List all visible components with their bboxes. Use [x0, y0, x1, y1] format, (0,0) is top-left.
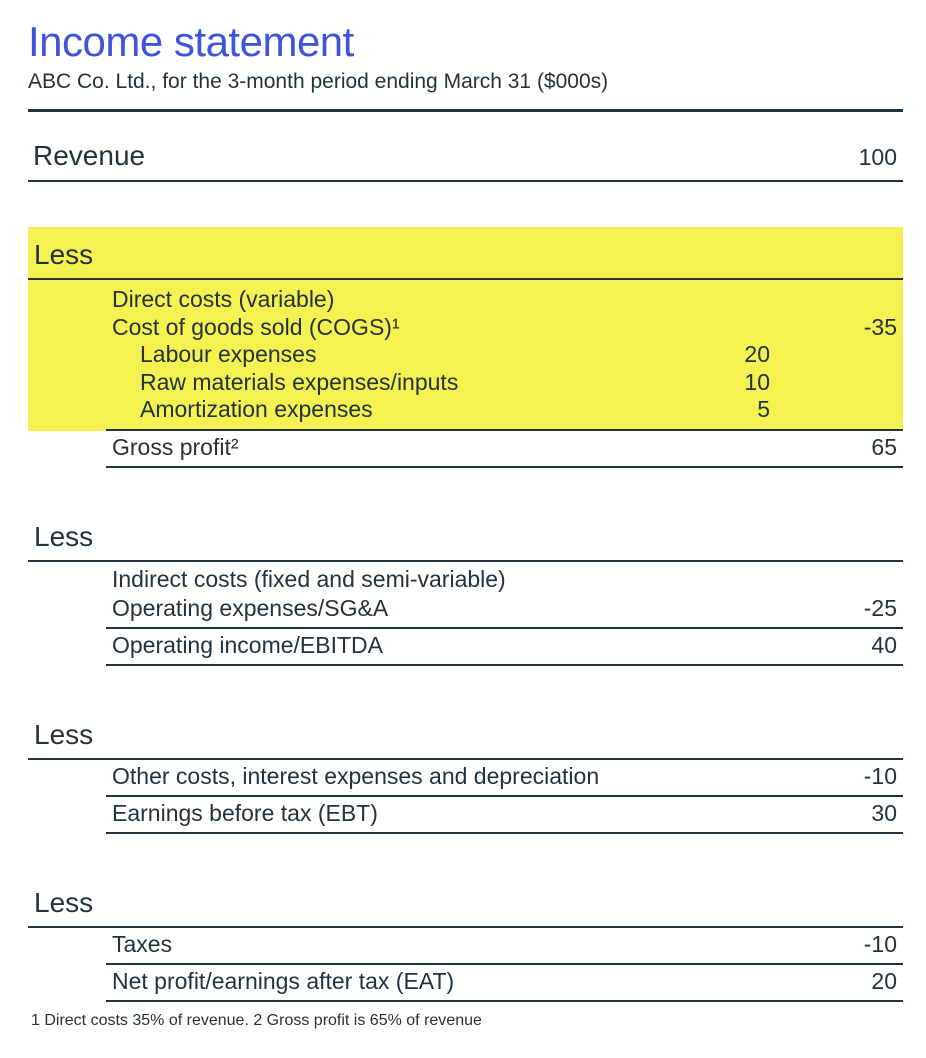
row-mid-value: 20: [744, 341, 770, 367]
indirect-costs-rows: [106, 562, 903, 666]
gross-profit-block: [106, 431, 903, 468]
subtotal-value: 65: [871, 433, 897, 460]
table-row: [28, 369, 903, 397]
table-row: [28, 314, 903, 342]
revenue-row: [28, 112, 903, 182]
row-label: Direct costs (variable): [112, 286, 335, 312]
section-taxes: [28, 884, 903, 1002]
table-row: [106, 592, 903, 629]
subtotal-label: Earnings before tax (EBT): [112, 799, 378, 826]
document-content: [28, 0, 903, 1002]
table-row: [28, 341, 903, 369]
subtotal-row: [106, 965, 903, 1002]
table-row: [28, 396, 903, 424]
page-title: Income statement: [28, 18, 354, 65]
row-mid-value: 10: [744, 368, 770, 395]
subtotal-value: 30: [871, 799, 897, 826]
row-value: -25: [863, 594, 897, 621]
section-other-costs: [28, 716, 903, 834]
row-value: -10: [863, 762, 897, 789]
row-label: Labour expenses: [140, 341, 317, 367]
row-value: -10: [863, 930, 897, 957]
less-header-1: Less: [28, 227, 903, 280]
subtotal-row: [106, 431, 903, 468]
taxes-rows: [106, 928, 903, 1002]
row-label: Raw materials expenses/inputs: [140, 368, 459, 395]
revenue-label: Revenue: [33, 140, 146, 171]
table-row: [106, 760, 903, 797]
row-label: Indirect costs (fixed and semi-variable): [112, 565, 506, 592]
subtotal-row: [106, 797, 903, 834]
subtotal-value: 20: [871, 967, 897, 994]
section-indirect-costs: [28, 518, 903, 666]
table-row: [106, 562, 903, 592]
row-label: Amortization expenses: [140, 396, 373, 422]
subtotal-label: Net profit/earnings after tax (EAT): [112, 967, 455, 994]
revenue-value: 100: [858, 144, 897, 170]
less-header-4: Less: [28, 884, 903, 928]
footnote: 1 Direct costs 35% of revenue. 2 Gross profit is 65% of revenue: [31, 1012, 482, 1029]
less-header-2: Less: [28, 518, 903, 562]
row-value: -35: [863, 313, 897, 340]
row-label: Operating expenses/SG&A: [112, 594, 389, 621]
subtotal-value: 40: [871, 631, 897, 658]
table-row: [106, 928, 903, 965]
direct-costs-rows: [28, 280, 903, 431]
subtotal-row: [106, 629, 903, 666]
row-mid-value: 5: [757, 396, 770, 422]
table-row: [28, 286, 903, 314]
less-header-3: Less: [28, 716, 903, 760]
subtotal-label: Operating income/EBITDA: [112, 631, 384, 658]
row-label: Other costs, interest expenses and depreciation: [112, 762, 600, 789]
other-costs-rows: [106, 760, 903, 834]
subtotal-label: Gross profit²: [112, 433, 239, 460]
row-label: Taxes: [112, 930, 173, 957]
page-subtitle: ABC Co. Ltd., for the 3-month period ending March 31 ($000s): [28, 70, 609, 93]
row-label: Cost of goods sold (COGS)¹: [112, 313, 400, 340]
section-direct-costs-highlight: [28, 227, 903, 431]
